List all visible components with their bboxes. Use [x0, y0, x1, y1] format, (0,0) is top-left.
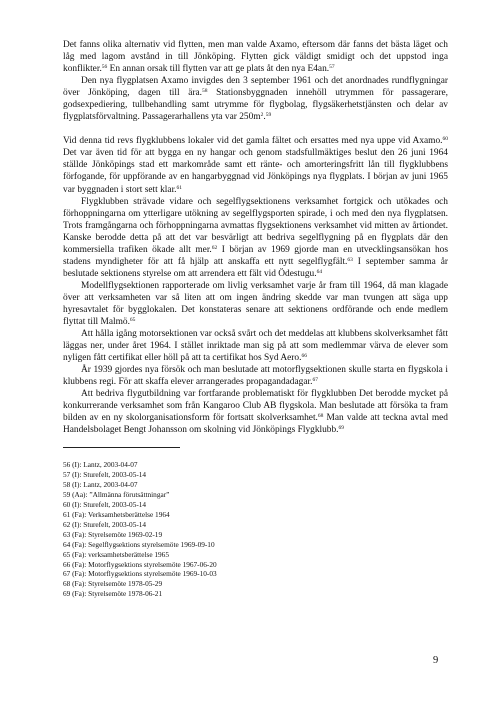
- footnote-ref-67: 67: [312, 377, 318, 384]
- footnote-64: 64 (Fa): Segelflygsektions styrelsemöte 1969-09-10: [63, 539, 215, 549]
- footnote-69: 69 (Fa): Styrelsemöte 1978-06-21: [63, 589, 163, 599]
- footnotes: [63, 460, 217, 599]
- footnote-68: 68 (Fa): Styrelsemöte 1978-05-29: [63, 579, 163, 589]
- superscript-squared: 2: [260, 112, 264, 119]
- paragraph-5: Modellflygsektionen rapporterade om livlig verksamhet varje år fram till 1964, då man klagade över att verksamheten var så liten att om ingen ändring skedde var man tvungen att säga upp hyresavtalet för bygglokalen. Det konstateras senare att sektionens ordförande och ende medlem flyttat till Malmö.$^{65}$: [63, 280, 448, 328]
- footnote-66: 66 (Fa): Motorflygsektions styrelsemöte 1967-06-20: [63, 559, 217, 569]
- page-number: 9: [433, 655, 439, 666]
- footnote-60: 60 (I): Sturefelt, 2003-05-14: [63, 499, 147, 509]
- footnote-ref-58: 58: [201, 88, 208, 95]
- paragraph-7: År 1939 gjordes nya försök och man beslutade att motorflygsektionen skulle starta en flygskola i klubbens regi. För att skaffa elever arrangerades propagandadagar.$^{67}$: [63, 365, 448, 388]
- footnote-58: 58 (I): Lantz, 2003-04-07: [63, 479, 138, 489]
- paragraph-8: Att bedriva flygutbildning var fortfarande problematiskt för flygklubben Det berodde mycket på konkurrerande verksamhet som från Kangaroo Club AB flygskola. Man beslutade att försöka ta fram bilden av en ny skolorganisationsform för fortsatt skolverksamhet.$^{68}$ Man valde att teckna avtal med Handelsbolaget Bengt Johansson om skolning vid Jönköpings Flygklubb.$^{69}$: [63, 389, 448, 436]
- footnote-ref-63: 63: [347, 256, 353, 263]
- paragraph-2: Den nya flygplatsen Axamo invigdes den 3 september 1961 och det anordnades rundflygningar över Jönköping, dagen till ära.$^{58}$ Stationsbyggnaden innehöll utrymmen för passagerare, godsexpediering, tullbehandling samt utrymme för flygbolag, flygsäkerhetstjänsten och delar av flygplatsförvaltning. Passagerarhallens yta var $250m^2.^{59}$: [63, 76, 448, 123]
- footnote-ref-68: 68: [317, 413, 324, 420]
- footnote-ref-65: 65: [129, 317, 136, 324]
- footnote-67: 67 (Fa): Motorflygsektions styrelsemöte 1969-10-03: [63, 569, 217, 579]
- footnote-ref-69: 69: [338, 425, 345, 432]
- paragraph-3: Vid denna tid revs flygklubbens lokaler vid det gamla fältet och ersattes med nya uppe vid Axamo.$^{60}$ Det var även tid för att bygga en ny hangar och genom stadsfullmäktiges beslut den 26 juni 1964 ställde Jönköpings stad ett markområde samt ett ränte- och amorteringsfritt lån till flygklubbens förfogande, för uppförande av en hangarbyggnad vid Jönköpings nya flygplats. I början av juni 1965 var byggnaden i stort sett klar.$^{61}$: [63, 136, 448, 195]
- footnote-ref-66: 66: [301, 353, 307, 360]
- footnote-57: 57 (I): Sturefelt, 2003-05-14: [63, 469, 147, 479]
- footnote-ref-59: 59: [265, 112, 272, 119]
- footnote-separator: [63, 447, 180, 448]
- paragraph-4: Flygklubben strävade vidare och segelflygsektionens verksamhet fortgick och utökades och förhoppningarna om ytterligare utökning av segelflygsporten spirade, i och med den nya flygplatsen. Trots framgångarna och förhoppningarna avmattas flygsektionens verksamhet vid mitten av årtiondet. Kanske berodde detta på att det var besvärligt att bedriva segelflygning på en flygplats där den kommersiella trafiken ökade allt mer.$^{62}$ I början av 1969 gjorde man en utvecklingsansökan hos stadens myndigheter för att få hjälp att anskaffa ett nytt segelflygfält.$^{63}$ I september samma år beslutade sektionens styrelse om att arrendera ett fält vid Ödestugu.$^{64}$: [63, 196, 448, 279]
- footnote-ref-64: 64: [316, 268, 323, 275]
- footnote-62: 62 (I): Sturefelt, 2003-05-14: [63, 519, 147, 529]
- footnote-65: 65 (Fa): verksamhetsberättelse 1965: [63, 549, 169, 559]
- footnote-61: 61 (Fa): Verksamhetsberättelse 1964: [63, 509, 170, 519]
- body-text: [63, 39, 448, 437]
- footnote-63: 63 (Fa): Styrelsemöte 1969-02-19: [63, 529, 163, 539]
- footnote-59: 59 (Aa): ”Allmänna förutsättningar”: [63, 489, 170, 499]
- paragraph-6: Att hålla igång motorsektionen var också svårt och det meddelas att klubbens skolverksamhet fått läggas ner, under året 1964. I stället inriktade man sig på att som medlemmar värva de elever som nyligen fått certifikat eller höll på att ta certifikat hos Syd Aero.$^{66}$: [63, 329, 448, 364]
- paragraph-1: Det fanns olika alternativ vid flytten, men man valde Axamo, eftersom där fanns det bästa läget och låg med lagom avstånd in till Jönköping. Flytten gick väldigt smidigt och det uppstod inga konflikter.$^{56}$ En annan orsak till flytten var att ge plats åt den nya E4an.$^{57}$: [63, 40, 448, 75]
- paragraph-gap: [63, 123, 448, 135]
- footnote-ref-60: 60: [442, 136, 448, 143]
- footnote-56: 56 (I): Lantz, 2003-04-07: [63, 460, 138, 469]
- footnote-ref-57: 57: [329, 64, 335, 71]
- footnote-ref-56: 56: [101, 64, 108, 71]
- footnote-ref-62: 62: [211, 244, 218, 251]
- footnote-ref-61: 61: [176, 184, 183, 191]
